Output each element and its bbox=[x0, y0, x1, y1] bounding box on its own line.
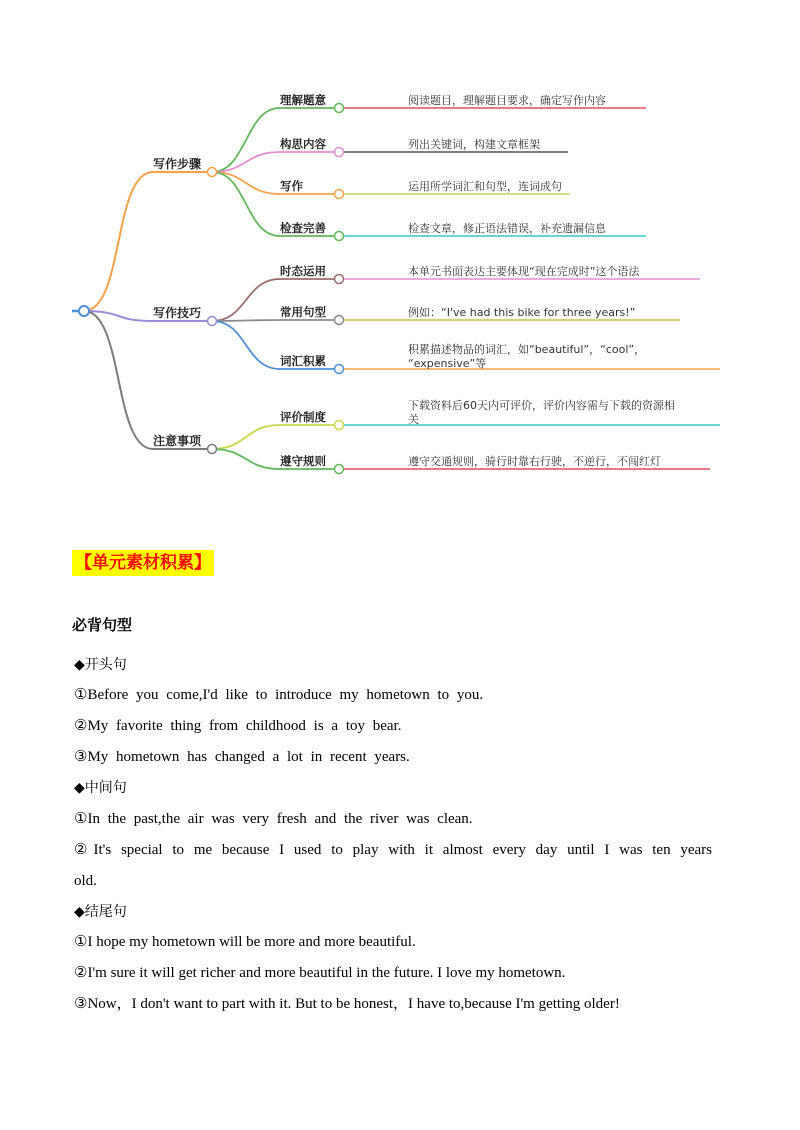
sentence-middle-2-cont: old. bbox=[74, 873, 97, 889]
child-connector bbox=[212, 320, 280, 321]
section-title: 【单元素材积累】 bbox=[72, 550, 214, 576]
child-node-circle bbox=[335, 275, 344, 284]
sentence-opening-3: ③My hometown has changed a lot in recent years. bbox=[74, 749, 410, 765]
branch-connector bbox=[84, 172, 153, 311]
child-node-circle bbox=[335, 104, 344, 113]
desc-text: “expensive”等 bbox=[408, 357, 487, 370]
child-connector bbox=[212, 321, 280, 369]
branch-label: 写作步骤 bbox=[153, 157, 202, 171]
child-label: 构思内容 bbox=[280, 137, 326, 151]
child-label: 检查完善 bbox=[280, 221, 326, 235]
child-connector bbox=[212, 425, 280, 449]
child-node-circle bbox=[335, 465, 344, 474]
child-label: 词汇积累 bbox=[280, 354, 326, 368]
category-ending: ◆结尾句 bbox=[74, 904, 127, 920]
child-label: 时态运用 bbox=[280, 264, 326, 278]
child-connector bbox=[212, 172, 280, 236]
child-node-circle bbox=[335, 421, 344, 430]
child-node-circle bbox=[335, 190, 344, 199]
child-node-circle bbox=[335, 232, 344, 241]
root-node-circle bbox=[79, 306, 89, 316]
sentence-opening-1: ①Before you come,I'd like to introduce my hometown to you. bbox=[74, 687, 484, 703]
child-connector bbox=[212, 172, 280, 194]
desc-text: 运用所学词汇和句型，连词成句 bbox=[408, 180, 562, 193]
branch-label: 写作技巧 bbox=[153, 306, 202, 320]
sentence-ending-1: ①I hope my hometown will be more and more beautiful. bbox=[74, 934, 416, 950]
child-label: 评价制度 bbox=[280, 410, 326, 424]
desc-text: 下载资料后60天内可评价，评价内容需与下载的资源相 bbox=[408, 399, 675, 412]
child-node-circle bbox=[335, 316, 344, 325]
sentence-middle-2: ②It's special to me because I used to play with it almost every day until I was ten years bbox=[74, 842, 712, 858]
desc-text: 阅读题目，理解题目要求，确定写作内容 bbox=[408, 94, 606, 107]
child-label: 理解题意 bbox=[280, 93, 326, 107]
child-node-circle bbox=[335, 365, 344, 374]
sub-heading: 必背句型 bbox=[72, 616, 133, 634]
branch-node-circle bbox=[208, 317, 217, 326]
branch-connector bbox=[84, 311, 153, 449]
category-opening: ◆开头句 bbox=[74, 657, 127, 673]
sentence-middle-1: ①In the past,the air was very fresh and the river was clean. bbox=[74, 811, 473, 827]
child-connector bbox=[212, 449, 280, 469]
branch-node-circle bbox=[208, 168, 217, 177]
desc-text: 遵守交通规则，骑行时靠右行驶，不逆行，不闯红灯 bbox=[408, 455, 661, 468]
desc-text: 本单元书面表达主要体现“现在完成时”这个语法 bbox=[408, 265, 640, 278]
desc-text: 关 bbox=[408, 413, 419, 426]
branch-node-circle bbox=[208, 445, 217, 454]
sentence-ending-3: ③Now，I don't want to part with it. But to be honest，I have to,because I'm getting older! bbox=[74, 996, 620, 1012]
sentence-ending-2: ②I'm sure it will get richer and more beautiful in the future. I love my hometown. bbox=[74, 965, 566, 981]
child-label: 常用句型 bbox=[280, 305, 326, 319]
desc-text: 积累描述物品的词汇，如“beautiful”，“cool”， bbox=[408, 343, 646, 356]
child-connector bbox=[212, 279, 280, 321]
desc-text: 列出关键词，构建文章框架 bbox=[408, 138, 540, 151]
child-node-circle bbox=[335, 148, 344, 157]
mind-map bbox=[0, 0, 800, 500]
sentence-opening-2: ②My favorite thing from childhood is a toy bear. bbox=[74, 718, 402, 734]
desc-text: 检查文章，修正语法错误，补充遗漏信息 bbox=[408, 222, 606, 235]
branch-label: 注意事项 bbox=[153, 434, 202, 448]
child-label: 写作 bbox=[280, 179, 303, 193]
category-middle: ◆中间句 bbox=[74, 780, 127, 796]
child-label: 遵守规则 bbox=[280, 454, 326, 468]
desc-text: 例如：“I've had this bike for three years!” bbox=[408, 306, 636, 319]
